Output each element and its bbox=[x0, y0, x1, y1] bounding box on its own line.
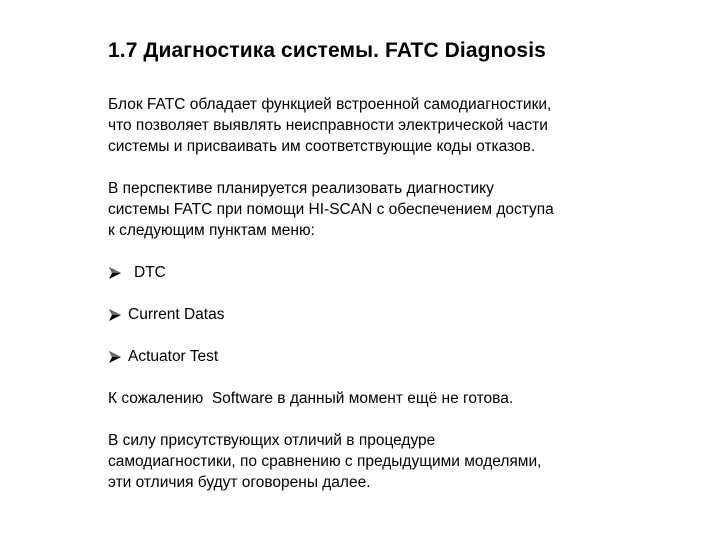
arrowhead-bullet-icon bbox=[108, 266, 122, 280]
intro-paragraph bbox=[108, 94, 668, 157]
intro-line: системы и присваивать им соответствующие коды отказов. bbox=[108, 138, 536, 155]
arrowhead-bullet-icon bbox=[108, 308, 122, 322]
menu-item-dtc bbox=[108, 262, 668, 283]
software-note-line: К сожалению Software в данный момент ещё не готова. bbox=[108, 390, 514, 407]
intro-line: Блок FATC обладает функцией встроенной самодиагностики, bbox=[108, 96, 552, 113]
differences-line: самодиагностики, по сравнению с предыдущими моделями, bbox=[108, 453, 542, 470]
differences-paragraph bbox=[108, 430, 668, 493]
menu-item-current-datas bbox=[108, 304, 668, 325]
slide-title: 1.7 Диагностика системы. FATC Diagnosis bbox=[108, 39, 546, 62]
differences-line: эти отличия будут оговорены далее. bbox=[108, 474, 371, 491]
menu-item-label: Actuator Test bbox=[128, 348, 219, 365]
menu-item-actuator-test bbox=[108, 346, 668, 367]
plan-line: В перспективе планируется реализовать диагностику bbox=[108, 180, 494, 197]
software-note bbox=[108, 388, 668, 409]
plan-line: к следующим пунктам меню: bbox=[108, 222, 315, 239]
menu-item-label: Current Datas bbox=[128, 306, 225, 323]
intro-line: что позволяет выявлять неисправности электрической части bbox=[108, 117, 548, 134]
menu-item-label: DTC bbox=[134, 264, 166, 281]
plan-paragraph bbox=[108, 178, 668, 241]
arrowhead-bullet-icon bbox=[108, 350, 122, 364]
plan-line: системы FATC при помощи HI-SCAN с обеспечением доступа bbox=[108, 201, 554, 218]
slide-body bbox=[108, 94, 668, 493]
differences-line: В силу присутствующих отличий в процедуре bbox=[108, 432, 436, 449]
